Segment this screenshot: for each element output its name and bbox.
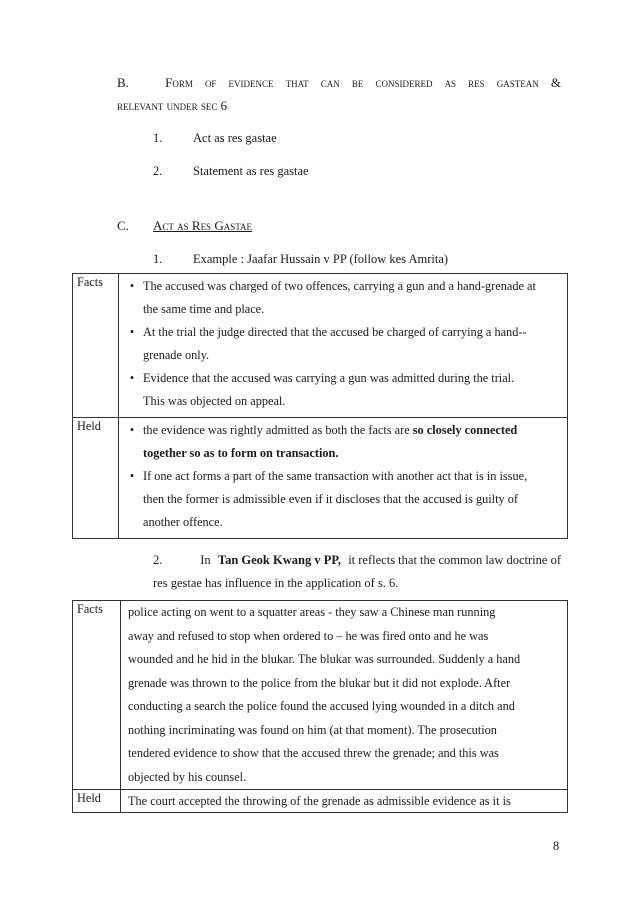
bullet-item xyxy=(121,465,561,534)
example-1-number: 1. xyxy=(153,252,163,266)
facts-cell xyxy=(119,274,568,418)
facts-line: away and refused to stop when ordered to – he was fired onto and he was xyxy=(128,628,489,643)
bullet-icon: • xyxy=(129,469,135,483)
bullet-line: the evidence was rightly admitted as both the facts are xyxy=(143,423,410,437)
bullet-text xyxy=(143,367,561,413)
example-1-text: Example : Jaafar Hussain v PP (follow kes Amrita) xyxy=(193,252,449,266)
example-2-case-name: Tan Geok Kwang v PP, xyxy=(217,553,341,567)
heading-b-line2-num: 6 xyxy=(220,98,228,113)
bullet-text xyxy=(143,275,561,321)
heading-b-word: & xyxy=(550,75,561,90)
example-2-post: it reflects that the common law doctrine of xyxy=(348,553,561,567)
heading-b-line1 xyxy=(117,75,561,91)
case-table-2 xyxy=(72,600,568,813)
facts-line: objected by his counsel. xyxy=(128,769,247,784)
heading-c-title: Act as Res Gastae xyxy=(153,218,252,233)
example-2-number: 2. xyxy=(153,553,163,567)
heading-b-word: evidence xyxy=(228,75,274,90)
bullet-icon: • xyxy=(129,325,135,339)
list-item-text: Act as res gastae xyxy=(193,131,277,145)
facts-label: Facts xyxy=(73,274,119,418)
list-item-number: 1. xyxy=(153,131,163,145)
heading-b-word: can xyxy=(320,75,340,90)
facts-paragraph xyxy=(121,601,567,789)
bullet-item xyxy=(121,419,561,465)
bullet-icon: • xyxy=(129,279,135,293)
facts-line: tendered evidence to show that the accused threw the grenade; and this was xyxy=(128,746,499,760)
bullet-line: then the former is admissible even if it discloses that the accused is guilty of xyxy=(143,492,518,506)
bullet-line: grenade only. xyxy=(143,348,210,362)
bullet-line: Evidence that the accused was carrying a gun was admitted during the trial. xyxy=(143,371,515,385)
heading-b-word: as xyxy=(444,75,457,90)
facts-line: nothing incriminating was found on him (at that moment). The prosecution xyxy=(128,722,497,737)
bullet-text xyxy=(143,465,561,534)
page-number: 8 xyxy=(553,839,560,853)
bullet-item xyxy=(121,367,561,413)
heading-b xyxy=(117,75,561,114)
bullet-text xyxy=(143,419,561,465)
bullet-item xyxy=(121,321,561,367)
facts-line: conducting a search the police found the accused lying wounded in a ditch and xyxy=(128,699,515,713)
bold-phrase: together so as to form on transaction. xyxy=(143,446,339,460)
example-2 xyxy=(153,553,561,591)
heading-c-letter: C. xyxy=(117,218,129,233)
bullet-line: This was objected on appeal. xyxy=(143,394,286,408)
facts-cell xyxy=(121,601,568,790)
facts-label: Facts xyxy=(73,601,121,790)
heading-b-letter: B. xyxy=(117,75,129,90)
list-item-text: Statement as res gastae xyxy=(193,164,309,178)
heading-c xyxy=(117,218,252,234)
held-label: Held xyxy=(73,790,121,813)
example-2-line1 xyxy=(153,553,561,568)
bullet-line: The accused was charged of two offences, carrying a gun and a hand-grenade at xyxy=(143,279,536,293)
bullet-line: another offence. xyxy=(143,515,223,529)
heading-b-word: res xyxy=(468,75,485,90)
table-row xyxy=(73,274,568,418)
bullet-text xyxy=(143,321,561,367)
held-label: Held xyxy=(73,418,119,539)
heading-b-word: that xyxy=(285,75,309,90)
heading-b-line2 xyxy=(117,98,561,114)
bullet-line: If one act forms a part of the same transaction with another act that is in issue, xyxy=(143,469,528,483)
bold-phrase: so closely connected xyxy=(412,423,518,437)
heading-b-word: of xyxy=(204,75,217,90)
held-cell xyxy=(121,790,568,813)
heading-b-word: Form xyxy=(165,75,193,90)
table-row xyxy=(73,601,568,790)
facts-line: grenade was thrown to the police from the blukar but it did not explode. After xyxy=(128,675,511,690)
facts-line: wounded and he hid in the blukar. The blukar was surrounded. Suddenly a hand xyxy=(128,652,521,666)
held-line: The court accepted the throwing of the grenade as admissible evidence as it is xyxy=(128,794,511,808)
heading-b-line2-prefix: relevant under sec xyxy=(117,98,218,113)
heading-b-word: gastean xyxy=(496,75,539,90)
table-row xyxy=(73,790,568,813)
bullet-line: the same time and place. xyxy=(143,302,265,316)
example-1 xyxy=(153,252,448,267)
bullet-item xyxy=(121,275,561,321)
heading-b-word: considered xyxy=(375,75,433,90)
heading-b-word: be xyxy=(351,75,364,90)
table-row xyxy=(73,418,568,539)
example-2-line2: res gestae has influence in the application of s. 6. xyxy=(153,576,399,590)
bullet-icon: • xyxy=(129,371,135,385)
list-item xyxy=(153,131,277,146)
held-cell xyxy=(119,418,568,539)
bullet-icon: • xyxy=(129,423,135,437)
facts-line: police acting on went to a squatter areas - they saw a Chinese man running xyxy=(128,605,496,619)
bullet-line: At the trial the judge directed that the accused be charged of carrying a hand-- xyxy=(143,325,527,339)
example-2-pre: In xyxy=(200,553,211,567)
case-table-1 xyxy=(72,273,568,539)
list-item-number: 2. xyxy=(153,164,163,178)
list-item xyxy=(153,164,309,179)
